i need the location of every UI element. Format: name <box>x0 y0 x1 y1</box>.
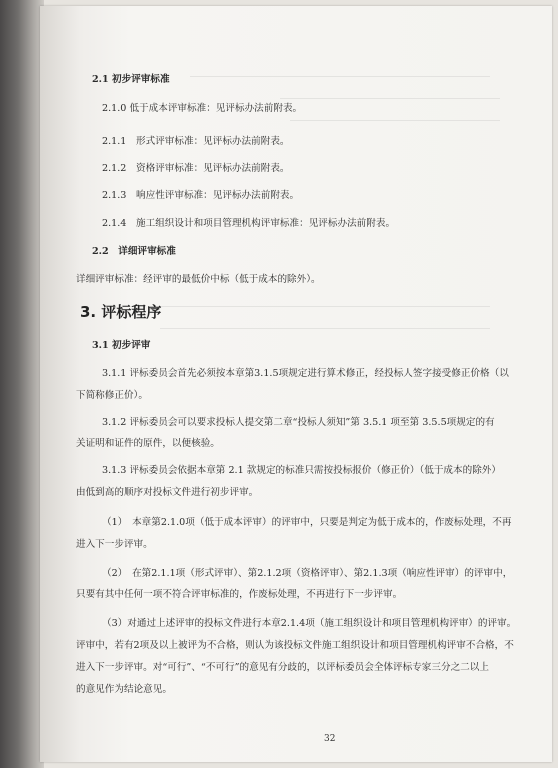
bleed-through-line <box>190 76 490 77</box>
item-1-line-2: 进入下一步评审。 <box>76 539 153 550</box>
para-3-1-1-line-1: 3.1.1 评标委员会首先必须按本章第3.1.5项规定进行算术修正，经投标人签字接受修正价格（以 <box>102 368 509 379</box>
page-number: 32 <box>324 734 336 744</box>
bleed-through-line <box>290 120 500 121</box>
bleed-through-line <box>160 306 490 307</box>
bleed-through-line <box>160 328 490 329</box>
para-3-1-3-line-1: 3.1.3 评标委员会依据本章第 2.1 款规定的标准只需按投标报价（修正价）（低于成本的除外） <box>102 465 501 476</box>
item-3-line-1: （3）对通过上述评审的投标文件进行本章2.1.4项（施工组织设计和项目管理机构评审）的评审。 <box>102 618 517 629</box>
heading-2-1: 2.1 初步评审标准 <box>92 74 170 85</box>
heading-2-2: 2.2 详细评审标准 <box>92 246 176 257</box>
item-3-line-3: 进入下一步评审。对“可行”、“不可行”的意见有分歧的，以评标委员会全体评标专家三分之二以上 <box>76 662 489 673</box>
document-page <box>40 6 552 762</box>
para-3-1-1-line-2: 下简称修正价）。 <box>76 390 148 401</box>
item-2-line-2: 只要有其中任何一项不符合评审标准的，作废标处理，不再进行下一步评审。 <box>76 589 403 600</box>
clause-2-1-2: 2.1.2 资格评审标准：见评标办法前附表。 <box>102 163 290 174</box>
scanner-edge <box>0 0 44 768</box>
clause-2-1-3: 2.1.3 响应性评审标准：见评标办法前附表。 <box>102 190 300 201</box>
item-2-line-1: （2） 在第2.1.1项（形式评审）、第2.1.2项（资格评审）、第2.1.3项（响应性评审）的评审中， <box>102 568 513 579</box>
clause-2-1-0: 2.1.0 低于成本评审标准：见评标办法前附表。 <box>102 103 303 114</box>
bleed-through-line <box>280 98 500 99</box>
item-3-line-4: 的意见作为结论意见。 <box>76 684 172 695</box>
heading-3: 3. 评标程序 <box>80 303 162 321</box>
item-3-line-2: 评审中，若有2项及以上被评为不合格，则认为该投标文件施工组织设计和项目管理机构评审不合格，不 <box>76 640 514 651</box>
clause-2-1-4: 2.1.4 施工组织设计和项目管理机构评审标准：见评标办法前附表。 <box>102 218 396 229</box>
para-3-1-3-line-2: 由低到高的顺序对投标文件进行初步评审。 <box>76 487 259 498</box>
para-3-1-2-line-2: 关证明和证件的原件，以便核验。 <box>76 438 220 449</box>
clause-2-2-body: 详细评审标准：经评审的最低价中标（低于成本的除外）。 <box>76 274 321 285</box>
heading-3-1: 3.1 初步评审 <box>92 340 151 351</box>
para-3-1-2-line-1: 3.1.2 评标委员会可以要求投标人提交第二章“投标人须知”第 3.5.1 项至第 3.5.5项规定的有 <box>102 417 495 428</box>
item-1-line-1: （1） 本章第2.1.0项（低于成本评审）的评审中，只要是判定为低于成本的，作废标处理，不再 <box>102 517 512 528</box>
clause-2-1-1: 2.1.1 形式评审标准：见评标办法前附表。 <box>102 136 290 147</box>
